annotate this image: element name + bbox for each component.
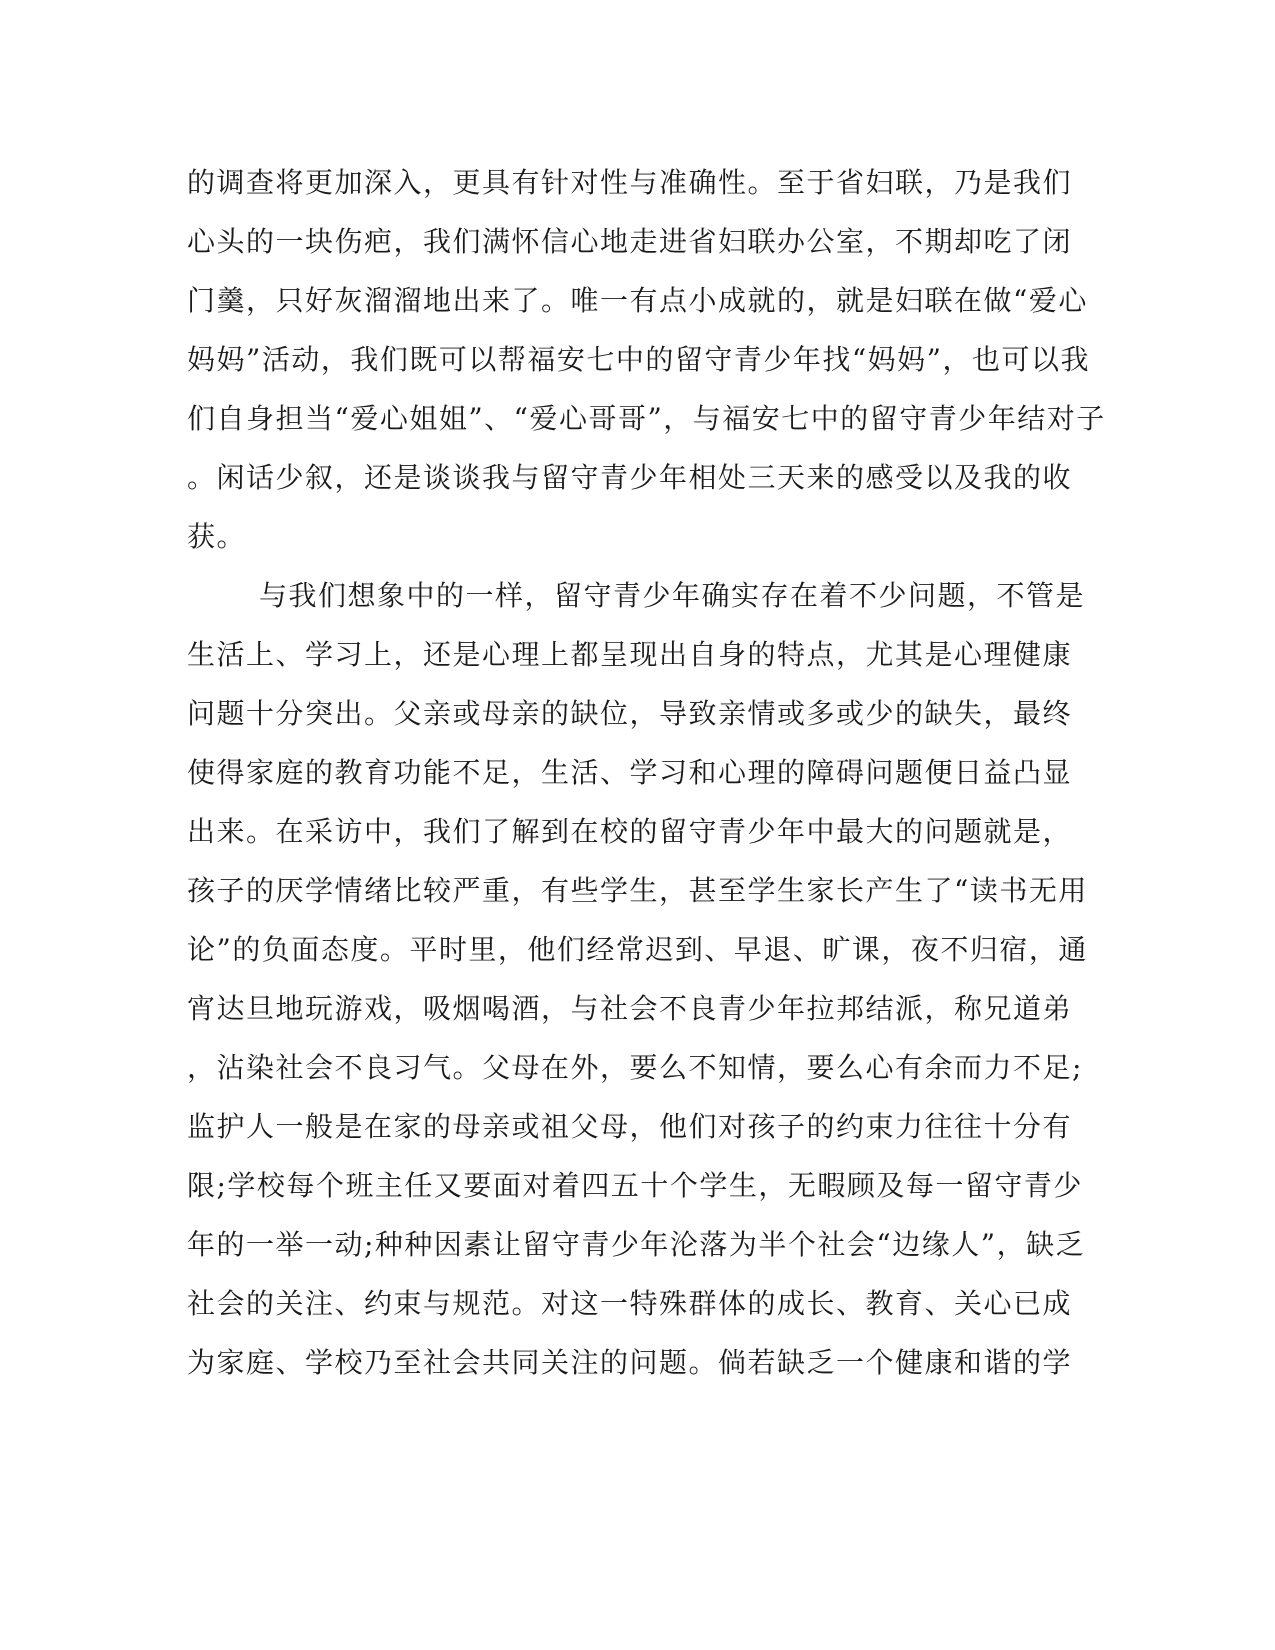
paragraph-2-line-5: 出来。在采访中，我们了解到在校的留守青少年中最大的问题就是， [187, 815, 1073, 848]
paragraph-2-line-13: 社会的关注、约束与规范。对这一特殊群体的成长、教育、关心已成 [187, 1287, 1073, 1320]
paragraph-1-line-7: 获。 [187, 520, 247, 553]
paragraph-1-line-3: 门羹，只好灰溜溜地出来了。唯一有点小成就的，就是妇联在做“爱心 [187, 284, 1088, 317]
paragraph-2-line-7: 论”的负面态度。平时里，他们经常迟到、早退、旷课，夜不归宿，通 [187, 933, 1088, 966]
paragraph-2-line-10: 监护人一般是在家的母亲或祖父母，他们对孩子的约束力往往十分有 [187, 1110, 1073, 1143]
paragraph-1-line-5: 们自身担当“爱心姐姐”、“爱心哥哥”，与福安七中的留守青少年结对子 [187, 402, 1106, 435]
paragraph-2-line-2: 生活上、学习上，还是心理上都呈现出自身的特点，尤其是心理健康 [187, 638, 1073, 671]
paragraph-2-line-14: 为家庭、学校乃至社会共同关注的问题。倘若缺乏一个健康和谐的学 [187, 1346, 1073, 1379]
paragraph-2-line-9: ，沾染社会不良习气。父母在外，要么不知情，要么心有余而力不足; [187, 1051, 1083, 1084]
paragraph-2-line-11: 限;学校每个班主任又要面对着四五十个学生，无暇顾及每一留守青少 [187, 1169, 1083, 1202]
paragraph-2-line-12: 年的一举一动;种种因素让留守青少年沦落为半个社会“边缘人”，缺乏 [187, 1228, 1086, 1261]
paragraph-2-line-8: 宵达旦地玩游戏，吸烟喝酒，与社会不良青少年拉邦结派，称兄道弟 [187, 992, 1073, 1025]
paragraph-1-line-6: 。闲话少叙，还是谈谈我与留守青少年相处三天来的感受以及我的收 [187, 461, 1073, 494]
paragraph-2-line-4: 使得家庭的教育功能不足，生活、学习和心理的障碍问题便日益凸显 [187, 756, 1073, 789]
paragraph-2-line-1: 与我们想象中的一样，留守青少年确实存在着不少问题，不管是 [259, 579, 1086, 612]
paragraph-1-line-4: 妈妈”活动，我们既可以帮福安七中的留守青少年找“妈妈”，也可以我 [187, 343, 1090, 376]
paragraph-2-line-6: 孩子的厌学情绪比较严重，有些学生，甚至学生家长产生了“读书无用 [187, 874, 1088, 907]
paragraph-2-line-3: 问题十分突出。父亲或母亲的缺位，导致亲情或多或少的缺失，最终 [187, 697, 1073, 730]
paragraph-1-line-2: 心头的一块伤疤，我们满怀信心地走进省妇联办公室，不期却吃了闭 [187, 225, 1073, 258]
paragraph-1-line-1: 的调查将更加深入，更具有针对性与准确性。至于省妇联，乃是我们 [187, 166, 1073, 199]
